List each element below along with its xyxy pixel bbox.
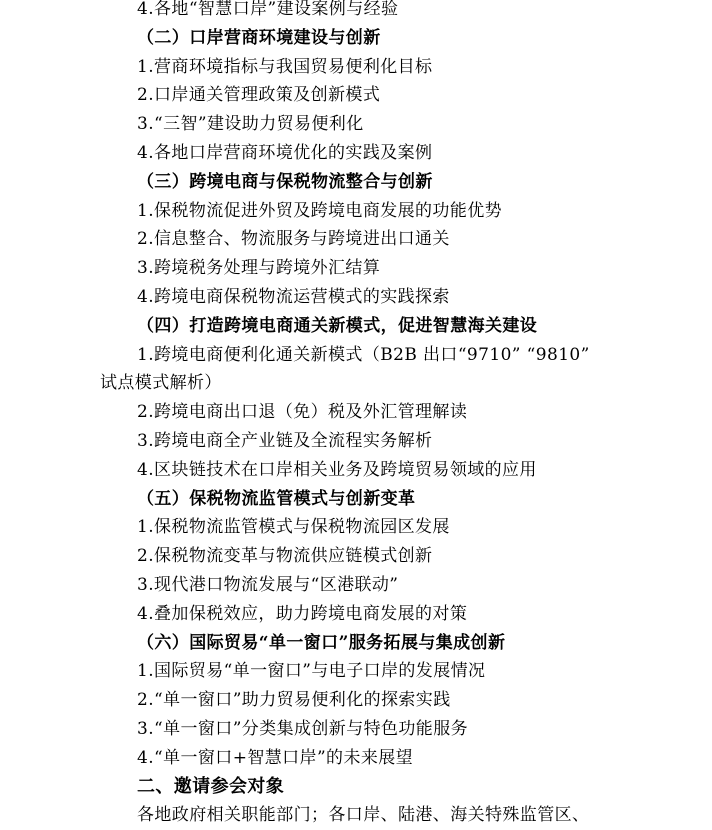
list-item: 4.叠加保税效应，助力跨境电商发展的对策 [137,603,468,624]
list-item: 1.国际贸易“单一窗口”与电子口岸的发展情况 [137,661,486,682]
list-item: 1.跨境电商便利化通关新模式（B2B 出口“9710” “9810” [137,344,590,365]
list-item: 1.保税物流促进外贸及跨境电商发展的功能优势 [137,200,503,221]
list-item: 2.“单一窗口”助力贸易便利化的探索实践 [137,690,451,711]
list-item: 3.跨境电商全产业链及全流程实务解析 [137,431,433,451]
list-item: 4.各地“智慧口岸”建设案例与经验 [137,0,399,19]
subsection-heading: （二）口岸营商环境建设与创新 [137,27,381,48]
list-item: 2.跨境电商出口退（免）税及外汇管理解读 [137,402,468,423]
list-item: 1.保税物流监管模式与保税物流园区发展 [137,517,450,538]
list-item: 2.保税物流变革与物流供应链模式创新 [137,546,433,567]
list-item: 1.营商环境指标与我国贸易便利化目标 [137,56,433,77]
list-item: 3.跨境税务处理与跨境外汇结算 [137,258,381,279]
subsection-heading: （三）跨境电商与保税物流整合与创新 [137,171,433,192]
list-item: 3.现代港口物流发展与“区港联动” [137,575,399,595]
subsection-heading: （四）打造跨境电商通关新模式，促进智慧海关建设 [137,315,538,336]
body-paragraph: 各地政府相关职能部门；各口岸、陆港、海关特殊监管区、 [137,805,590,826]
list-item: 4.“单一窗口+智慧口岸”的未来展望 [137,747,414,768]
subsection-heading: （五）保税物流监管模式与创新变革 [137,488,416,509]
list-item: 3.“单一窗口”分类集成创新与特色功能服务 [137,719,469,739]
list-item: 4.区块链技术在口岸相关业务及跨境贸易领域的应用 [137,459,537,480]
list-item-continuation: 试点模式解析） [100,373,222,394]
list-item: 2.口岸通关管理政策及创新模式 [137,85,381,106]
list-item: 4.跨境电商保税物流运营模式的实践探索 [137,287,450,307]
list-item: 3.“三智”建设助力贸易便利化 [137,114,364,135]
subsection-heading: （六）国际贸易“单一窗口”服务拓展与集成创新 [137,632,506,653]
section-heading: 二、邀请参会对象 [137,775,285,797]
list-item: 4.各地口岸营商环境优化的实践及案例 [137,143,433,163]
list-item: 2.信息整合、物流服务与跨境进出口通关 [137,229,450,250]
